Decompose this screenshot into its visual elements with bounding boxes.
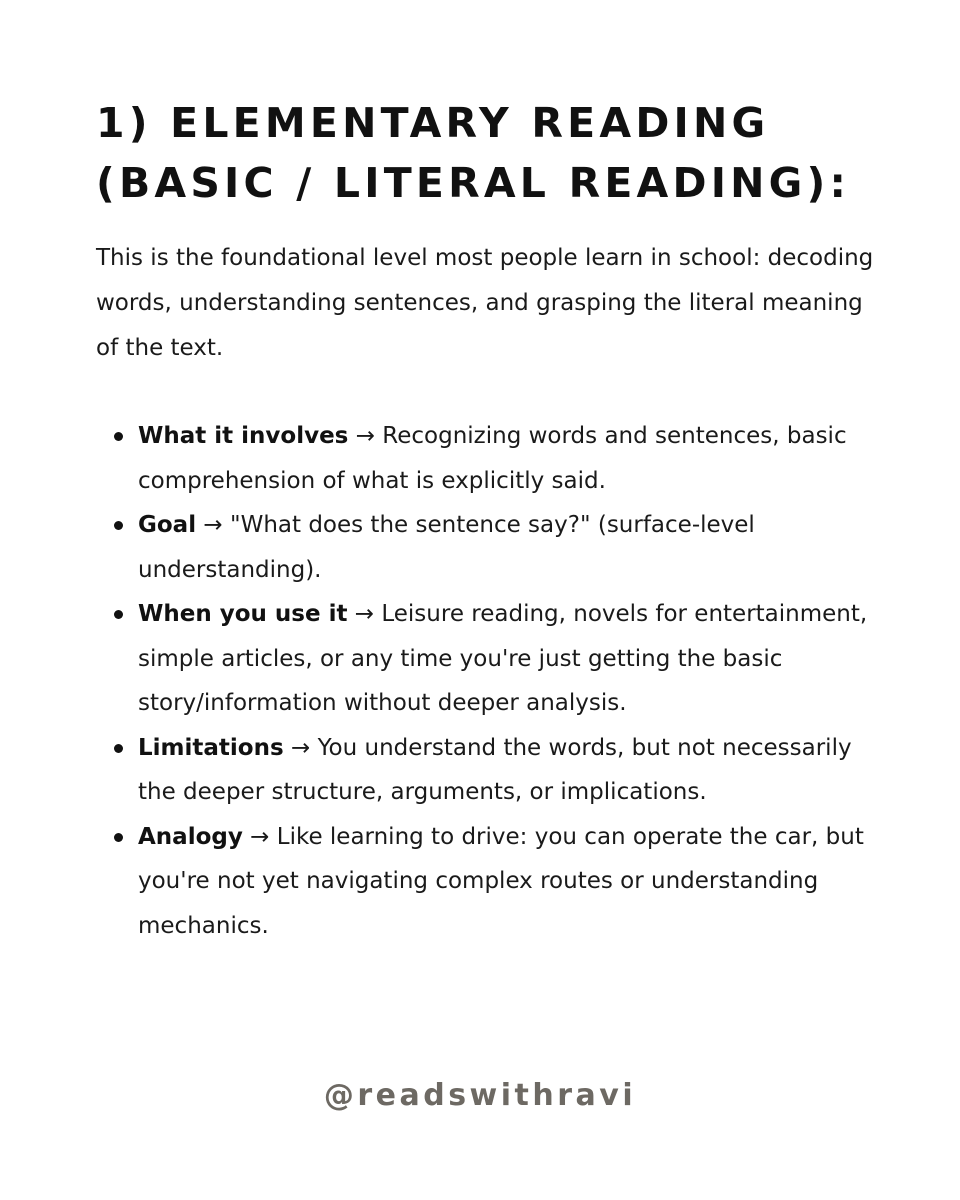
list-item xyxy=(96,592,886,726)
arrow-icon: → xyxy=(250,823,270,850)
bullet-term: What it involves xyxy=(138,423,349,449)
bullet-text: "What does the sentence say?" (surface-level understanding). xyxy=(138,512,755,583)
bullet-dot-icon xyxy=(114,610,123,619)
page-title xyxy=(96,93,896,213)
title-line-1: 1) ELEMENTARY READING xyxy=(96,99,770,147)
bullet-list xyxy=(96,414,886,948)
bullet-text: You understand the words, but not necessarily the deeper structure, arguments, or implications. xyxy=(138,734,852,805)
author-handle: @readswithravi xyxy=(323,1078,637,1113)
bullet-text: Leisure reading, novels for entertainment, simple articles, or any time you're just getting the basic story/information without deeper analysis. xyxy=(138,601,868,716)
bullet-dot-icon xyxy=(114,432,123,441)
bullet-text: Like learning to drive: you can operate the car, but you're not yet navigating complex routes or understanding mechanics. xyxy=(138,823,864,939)
arrow-icon: → xyxy=(203,512,223,538)
bullet-text: Recognizing words and sentences, basic comprehension of what is explicitly said. xyxy=(138,423,847,494)
list-item xyxy=(96,815,886,949)
list-item xyxy=(96,726,886,815)
bullet-dot-icon xyxy=(114,833,123,842)
arrow-icon: → xyxy=(290,734,311,761)
bullet-dot-icon xyxy=(114,521,123,530)
title-line-2: (BASIC / LITERAL READING): xyxy=(96,159,851,207)
arrow-icon: → xyxy=(354,601,375,627)
intro-paragraph: This is the foundational level most people learn in school: decoding words, understanding sentences, and grasping the literal meaning of the text. xyxy=(96,245,874,361)
bullet-term: When you use it xyxy=(138,601,348,627)
bullet-dot-icon xyxy=(114,744,123,753)
list-item xyxy=(96,414,886,503)
bullet-term: Limitations xyxy=(138,734,284,761)
bullet-term: Analogy xyxy=(138,823,243,850)
arrow-icon: → xyxy=(355,423,375,449)
bullet-term: Goal xyxy=(138,512,197,538)
list-item xyxy=(96,503,886,592)
